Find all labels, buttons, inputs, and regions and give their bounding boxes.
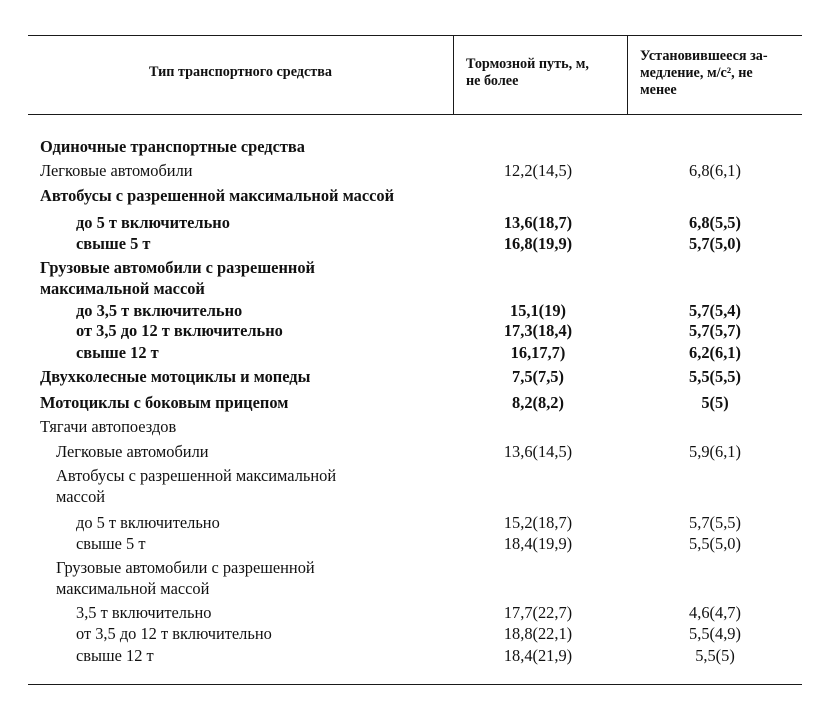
vehicle-type-cell: свыше 12 т (76, 646, 154, 665)
table-row (0, 623, 825, 644)
vehicle-type-cell: Автобусы с разрешенной максимальной массой (40, 186, 395, 205)
table-row (0, 300, 825, 321)
braking-distance-cell: 17,7(22,7) (503, 603, 573, 622)
table-row (0, 160, 825, 181)
braking-distance-cell: 18,4(19,9) (503, 534, 573, 553)
braking-distance-cell: 15,2(18,7) (503, 513, 573, 532)
table-row (0, 645, 825, 666)
table-row (0, 212, 825, 233)
braking-distance-cell: 16,8(19,9) (503, 234, 573, 253)
deceleration-cell: 6,8(6,1) (689, 161, 741, 180)
braking-distance-cell: 16,17,7) (510, 343, 566, 362)
vehicle-type-cell: Легковые автомобили (40, 161, 193, 180)
deceleration-cell: 5,7(5,7) (689, 321, 741, 340)
deceleration-cell: 5,7(5,4) (689, 301, 741, 320)
table-bottom-rule (28, 684, 802, 685)
deceleration-cell: 4,6(4,7) (689, 603, 741, 622)
table-row (0, 441, 825, 462)
braking-distance-cell: 13,6(18,7) (503, 213, 573, 232)
table-row (0, 486, 825, 507)
table-row (0, 278, 825, 299)
deceleration-cell: 5,7(5,5) (689, 513, 741, 532)
braking-distance-cell: 18,8(22,1) (503, 624, 573, 643)
table-row (0, 342, 825, 363)
header-bottom-rule (28, 114, 802, 115)
vehicle-type-cell: до 3,5 т включительно (76, 301, 243, 320)
header-vehicle-type: Тип транспортного средства (148, 64, 333, 80)
braking-distance-cell: 15,1(19) (510, 301, 566, 320)
deceleration-cell: 6,8(5,5) (689, 213, 741, 232)
table-row (0, 392, 825, 413)
braking-distance-cell: 8,2(8,2) (512, 393, 564, 412)
vehicle-type-cell: Легковые автомобили (56, 442, 209, 461)
vehicle-type-cell: Мотоциклы с боковым прицепом (40, 393, 289, 412)
table-row (0, 233, 825, 254)
vehicle-type-cell: массой (56, 487, 106, 506)
deceleration-cell: 5,5(5) (695, 646, 735, 665)
vehicle-type-cell: от 3,5 до 12 т включительно (76, 624, 272, 643)
braking-distance-cell: 18,4(21,9) (503, 646, 573, 665)
deceleration-cell: 5,9(6,1) (689, 442, 741, 461)
table-row (0, 533, 825, 554)
column-divider-2 (627, 35, 628, 114)
header-deceleration: Установившееся за- медление, м/с², не менее (640, 48, 768, 98)
table-row (0, 366, 825, 387)
braking-distance-cell: 7,5(7,5) (512, 367, 564, 386)
vehicle-type-cell: Грузовые автомобили с разрешенной (40, 258, 315, 277)
table-row (0, 320, 825, 341)
table-row (0, 136, 825, 157)
vehicle-type-cell: Автобусы с разрешенной максимальной (56, 466, 337, 485)
vehicle-type-cell: Одиночные транспортные средства (40, 137, 305, 156)
vehicle-type-cell: максимальной массой (40, 279, 205, 298)
vehicle-type-cell: максимальной массой (56, 579, 210, 598)
table-row (0, 557, 825, 578)
vehicle-type-cell: свыше 5 т (76, 534, 146, 553)
vehicle-type-cell: свыше 5 т (76, 234, 151, 253)
deceleration-cell: 6,2(6,1) (689, 343, 741, 362)
vehicle-type-cell: до 5 т включительно (76, 513, 220, 532)
braking-distance-cell: 12,2(14,5) (503, 161, 573, 180)
vehicle-type-cell: до 5 т включительно (76, 213, 230, 232)
table-row (0, 257, 825, 278)
table-row (0, 512, 825, 533)
table-row (0, 465, 825, 486)
vehicle-type-cell: свыше 12 т (76, 343, 159, 362)
deceleration-cell: 5,5(5,5) (689, 367, 741, 386)
deceleration-cell: 5(5) (701, 393, 729, 412)
column-divider-1 (453, 35, 454, 114)
vehicle-type-cell: Грузовые автомобили с разрешенной (56, 558, 315, 577)
table-row (0, 602, 825, 623)
table-top-rule (28, 35, 802, 36)
deceleration-cell: 5,5(4,9) (689, 624, 741, 643)
vehicle-type-cell: 3,5 т включительно (76, 603, 212, 622)
vehicle-type-cell: Тягачи автопоездов (40, 417, 177, 436)
deceleration-cell: 5,7(5,0) (689, 234, 741, 253)
table-row (0, 416, 825, 437)
header-braking-distance: Тормозной путь, м, не более (466, 56, 589, 89)
vehicle-type-cell: от 3,5 до 12 т включительно (76, 321, 283, 340)
table-row (0, 578, 825, 599)
braking-distance-cell: 13,6(14,5) (503, 442, 573, 461)
deceleration-cell: 5,5(5,0) (689, 534, 741, 553)
vehicle-type-cell: Двухколесные мотоциклы и мопеды (40, 367, 311, 386)
table-row (0, 185, 825, 206)
braking-distance-cell: 17,3(18,4) (503, 321, 573, 340)
